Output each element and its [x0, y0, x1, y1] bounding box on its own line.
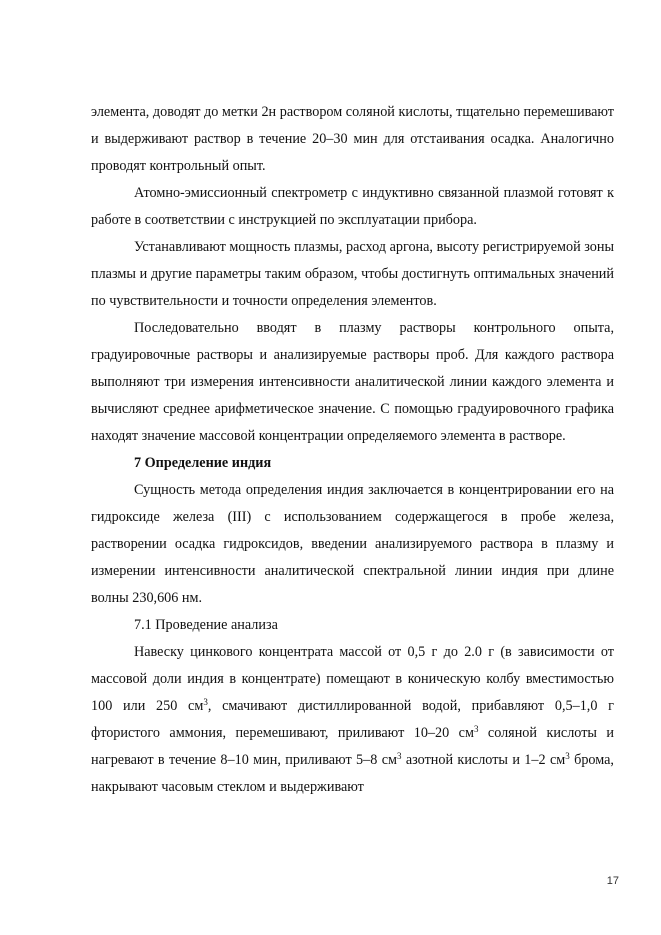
superscript-3: 3	[203, 697, 208, 707]
paragraph-plasma-settings: Устанавливают мощность плазмы, расход аргона, высоту регистрируемой зоны плазмы и другие параметры таким образом, чтобы достигнуть оптимальных значений по чувствительности и точности определения элементов.	[91, 239, 614, 309]
paragraph-method-essence: Сущность метода определения индия заключается в концентрировании его на гидроксиде железа (III) с использованием содержащегося в пробе железа, растворении осадка гидроксидов, введении анализируемого раствора в плазму и измерении интенсивности аналитической спектральной линии индия при длине волны 230,606 нм.	[91, 482, 614, 606]
procedure-text-3: соляной кислоты и нагревают в течение 8–10 мин, приливают 5–8 см	[91, 725, 614, 768]
superscript-3: 3	[565, 751, 570, 761]
subsection-heading: 7.1 Проведение анализа	[134, 617, 278, 633]
section-heading: 7 Определение индия	[134, 455, 272, 471]
procedure-text-4: азотной кислоты и 1–2 см	[401, 752, 566, 768]
procedure-text-2: , смачивают дистиллированной водой, прибавляют 0,5–1,0 г фтористого аммония, перемешивают, приливают 10–20 см	[91, 698, 614, 741]
page-number: 17	[606, 875, 619, 887]
paragraph-spectrometer-prep: Атомно-эмиссионный спектрометр с индуктивно связанной плазмой готовят к работе в соответствии с инструкцией по эксплуатации прибора.	[91, 185, 614, 228]
paragraph-continuation: элемента, доводят до метки 2н раствором соляной кислоты, тщательно перемешивают и выдерживают раствор в течение 20–30 мин для отстаивания осадка. Аналогично проводят контрольный опыт.	[91, 104, 614, 174]
document-page	[91, 99, 614, 801]
paragraph-measurement: Последовательно вводят в плазму растворы контрольного опыта, градуировочные растворы и анализируемые растворы проб. Для каждого раствора выполняют три измерения интенсивности аналитической линии каждого элемента и вычисляют среднее арифметическое значение. С помощью градуировочного графика находят значение массовой концентрации определяемого элемента в растворе.	[91, 320, 614, 444]
superscript-3: 3	[473, 724, 479, 734]
procedure-text-5: брома, накрывают часовым стеклом и выдерживают	[91, 752, 614, 795]
procedure-text-1: Навеску цинкового концентрата массой от 0,5 г до 2.0 г (в зависимости от массовой доли индия в концентрате) помещают в коническую колбу вместимостью 100 или 250 см	[91, 644, 614, 714]
superscript-3: 3	[396, 751, 402, 761]
paragraph-analysis-procedure	[91, 639, 614, 801]
